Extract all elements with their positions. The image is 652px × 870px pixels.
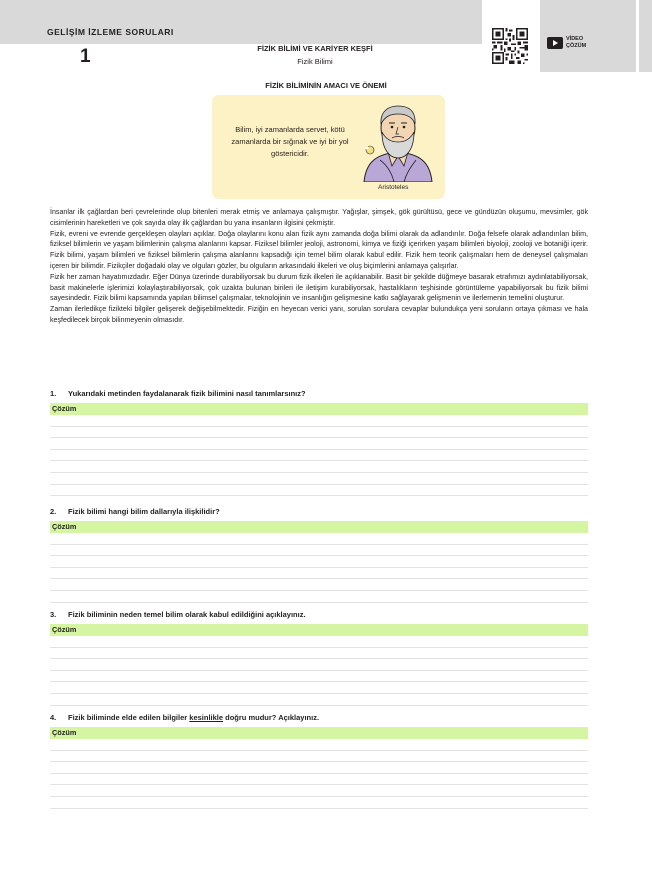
question-number: 1. xyxy=(50,389,57,398)
qr-code-icon[interactable] xyxy=(492,28,528,64)
answer-line[interactable] xyxy=(50,785,588,797)
passage-paragraph-2: Fizik, evreni ve evrende gerçekleşen olayları açıklar. Doğa olaylarını konu alan fizik aynı zamanda doğa bilimi olarak da adlandırılır. Doğa felsefe olarak adlandırılan bilim, fiziksel bilimlerin ve yaşam bilimlerinin çalışma alanlarını kapsar. Fiziksel bilimler jeoloji, astronomi, kimya ve fiziği içerirken yaşam bilimleri biyoloji, zooloji ve botaniği içerir. Fizik bilimi, yaşam bilimleri ve fiziksel bilimlerin çalışma alanlarını kapsadığı için temel bilim olarak kabul edilir. Fizik hem teorik çalışmaları hem de deneysel çalışmaları içeren bir bilimdir. Fizikçiler doğadaki olay ve olguları gözler, bu olguların arkasındaki ilkeleri ve oluş biçimlerini anlamaya çalışırlar. xyxy=(50,229,588,270)
question-text-start: Fizik biliminde elde edilen bilgiler xyxy=(68,713,190,722)
video-label-line2[interactable]: ÇÖZÜM xyxy=(566,43,587,49)
answer-line[interactable] xyxy=(50,636,588,648)
passage-paragraph-3: Fizik her zaman hayatımızdadır. Eğer Dünya üzerinde durabiliyorsak bu durum fizik ilkeleri ile açıklanabilir. Basit bir şekilde düğmeye basarak etrafımızı aydınlatabiliyorsak, basit makinelerle işlerimizi kolaylaştırabiliyorsak, çok uzakta bulunan birileri ile iletişim kurabiliyorsak, hastalıkların teşhisinde görüntüleme yapabiliyorsak bu fizik bilimi sayesindedir. Fizik bilimi kapsamında yapılan bilimsel çalışmalar, teknolojinin ve insanlığın gelişmesine katkı sağlayarak gelişmenin ve ilerlemenin temelini oluşturur. xyxy=(50,272,588,303)
answer-line[interactable] xyxy=(50,427,588,439)
answer-line[interactable] xyxy=(50,568,588,580)
answer-line[interactable] xyxy=(50,473,588,485)
question-text-end: doğru mudur? Açıklayınız. xyxy=(223,713,320,722)
answer-line[interactable] xyxy=(50,774,588,786)
question-1 xyxy=(50,388,588,496)
question-text: Yukarıdaki metinden faydalanarak fizik bilimini nasıl tanımlarsınız? xyxy=(68,389,306,398)
answer-line[interactable] xyxy=(50,751,588,763)
reading-passage xyxy=(50,207,588,326)
video-box xyxy=(540,0,636,72)
section-title: FİZİK BİLİMİNİN AMACI VE ÖNEMİ xyxy=(265,81,387,90)
question-label xyxy=(50,712,588,724)
question-number: 3. xyxy=(50,610,57,619)
topic-title: Fizik Bilimi xyxy=(297,57,333,66)
answer-line[interactable] xyxy=(50,415,588,427)
solution-header: Çözüm xyxy=(50,727,588,739)
header-bar xyxy=(0,0,482,44)
answer-line[interactable] xyxy=(50,556,588,568)
header-edge xyxy=(639,0,652,72)
quote-author: Aristoteles xyxy=(378,184,409,191)
answer-line[interactable] xyxy=(50,797,588,809)
answer-line[interactable] xyxy=(50,579,588,591)
question-2 xyxy=(50,506,588,603)
question-number: 2. xyxy=(50,507,57,516)
answer-line[interactable] xyxy=(50,461,588,473)
question-4 xyxy=(50,712,588,809)
answer-line[interactable] xyxy=(50,694,588,706)
question-label xyxy=(50,609,588,621)
solution-header: Çözüm xyxy=(50,403,588,415)
passage-paragraph-1: İnsanlar ilk çağlardan beri çevrelerinde olup bitenleri merak etmiş ve anlamaya çalışmıştır. Yağışlar, şimşek, gök gürültüsü, gece ve gündüzün oluşumu, mevsimler, gök cisimlerinin hareketleri ve çok sayıda olay ilk çağlardan bu yana insanların ilgisini çekmiştir. xyxy=(50,208,588,227)
question-3 xyxy=(50,609,588,706)
answer-line[interactable] xyxy=(50,545,588,557)
answer-line[interactable] xyxy=(50,762,588,774)
passage-paragraph-4: Zaman ilerledikçe fizikteki bilgiler gelişerek değişebilmektedir. Fiziğin en heyecan verici yanı, sorulan sorulara cevaplar bulundukça yeni soruların ortaya çıkması ve hala keşfedilecek birçok bilinmeyenin olmasıdır. xyxy=(50,305,588,324)
question-label xyxy=(50,388,588,400)
answer-line[interactable] xyxy=(50,485,588,497)
worksheet-number: 1 xyxy=(80,46,91,67)
answer-line[interactable] xyxy=(50,591,588,603)
answer-line[interactable] xyxy=(50,533,588,545)
solution-header: Çözüm xyxy=(50,521,588,533)
aristotle-portrait xyxy=(358,100,438,182)
answer-line[interactable] xyxy=(50,438,588,450)
solution-header: Çözüm xyxy=(50,624,588,636)
answer-line[interactable] xyxy=(50,671,588,683)
series-title: GELİŞİM İZLEME SORULARI xyxy=(47,27,174,37)
video-label-line1[interactable]: VİDEO xyxy=(566,36,584,42)
question-number: 4. xyxy=(50,713,57,722)
quote-text: Bilim, iyi zamanlarda servet, kötü zamanlarda bir sığınak ve iyi bir yol göstericidir. xyxy=(231,125,349,158)
number-tab xyxy=(0,44,150,72)
answer-line[interactable] xyxy=(50,659,588,671)
question-text: Fizik biliminin neden temel bilim olarak kabul edildiğini açıklayınız. xyxy=(68,610,306,619)
question-text: Fizik bilimi hangi bilim dallarıyla ilişkilidir? xyxy=(68,507,220,516)
lesson-title: FİZİK BİLİMİ VE KARİYER KEŞFİ xyxy=(257,44,373,53)
video-play-icon[interactable] xyxy=(547,37,563,49)
answer-line[interactable] xyxy=(50,682,588,694)
question-emphasis: kesinlikle xyxy=(189,713,224,722)
question-label xyxy=(50,506,588,518)
answer-line[interactable] xyxy=(50,450,588,462)
answer-line[interactable] xyxy=(50,648,588,660)
answer-line[interactable] xyxy=(50,739,588,751)
